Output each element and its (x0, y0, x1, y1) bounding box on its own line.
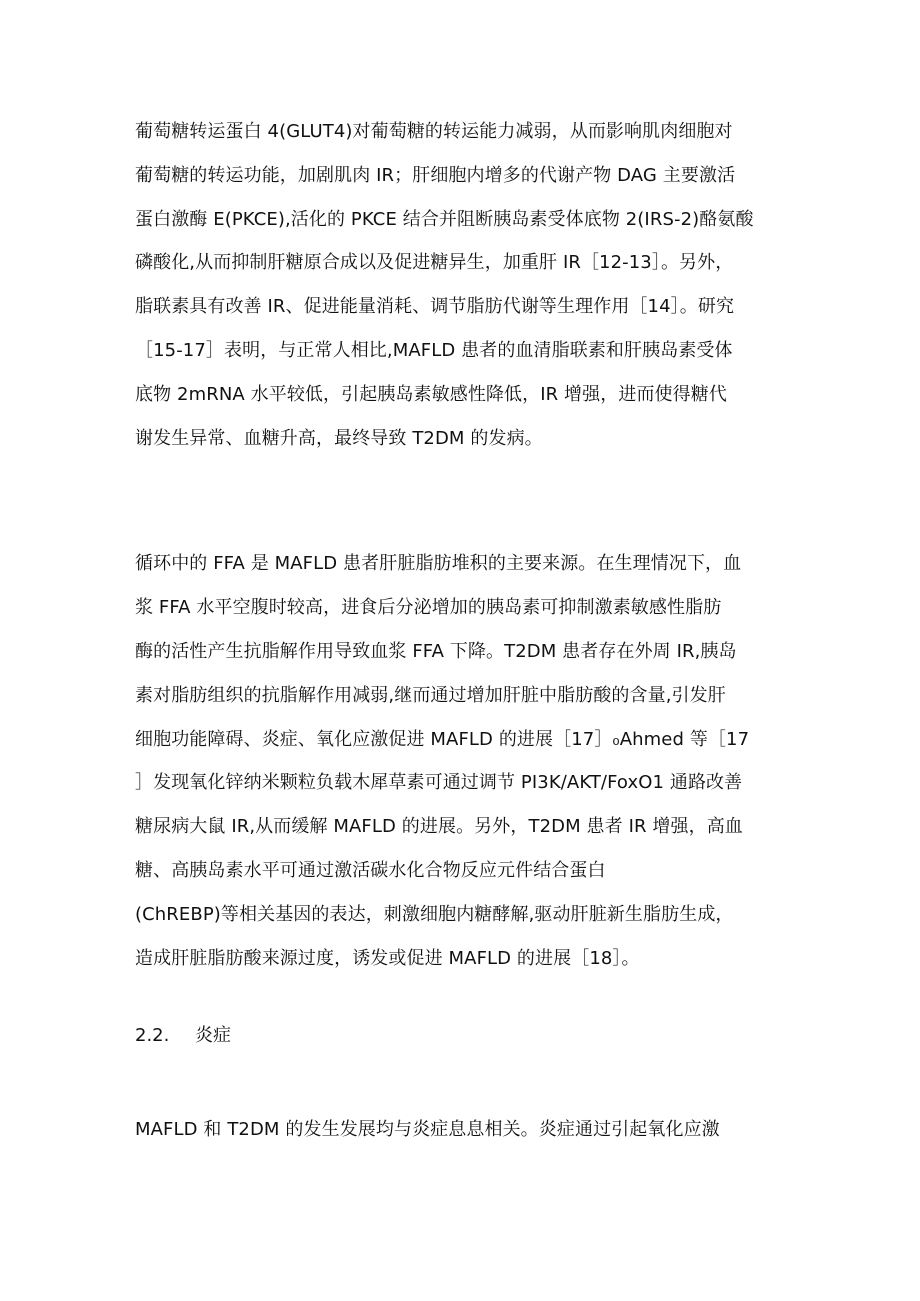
section-number: 2.2. (135, 1025, 170, 1046)
text-line: 糖、高胰岛素水平可通过激活碳水化合物反应元件结合蛋白 (135, 860, 606, 882)
paragraph-inflammation (135, 1108, 795, 1152)
section-heading (135, 1016, 231, 1056)
section-title: 炎症 (195, 1025, 231, 1046)
text-line: ］发现氧化锌纳米颗粒负载木犀草素可通过调节 PI3K∕AKT∕FoxO1 通路改善 (135, 772, 743, 794)
text-line: 糖尿病大鼠 IR,从而缓解 MAFLD 的进展。另外，T2DM 患者 IR 增强，高血 (135, 816, 743, 838)
text-line: 底物 2mRNA 水平较低，引起胰岛素敏感性降低，IR 增强，进而使得糖代 (135, 383, 727, 405)
paragraph-ffa (135, 542, 795, 981)
text-line: 循环中的 FFA 是 MAFLD 患者肝脏脂肪堆积的主要来源。在生理情况下，血 (135, 553, 742, 574)
text-line: 造成肝脏脂肪酸来源过度，诱发或促进 MAFLD 的进展［18］。 (135, 948, 640, 970)
text-line: 蛋白激酶 E(PKCE),活化的 PKCE 结合并阻断胰岛素受体底物 2(IRS-2)酪氨酸 (135, 208, 754, 230)
paragraph-insulin-resistance (135, 110, 795, 460)
text-line: MAFLD 和 T2DM 的发生发展均与炎症息息相关。炎症通过引起氧化应激 (135, 1119, 720, 1140)
text-line: 细胞功能障碍、炎症、氧化应激促进 MAFLD 的进展［17］₀Ahmed 等［17 (135, 728, 750, 750)
text-line: 脂联素具有改善 IR、促进能量消耗、调节脂肪代谢等生理作用［14］。研究 (135, 296, 735, 318)
text-line: 葡萄糖的转运功能，加剧肌肉 IR；肝细胞内增多的代谢产物 DAG 主要激活 (135, 164, 736, 186)
text-line: 葡萄糖转运蛋白 4(GLUT4)对葡萄糖的转运能力减弱，从而影响肌肉细胞对 (135, 121, 733, 142)
text-line: 磷酸化,从而抑制肝糖原合成以及促进糖异生，加重肝 IR［12-13］。另外， (135, 252, 734, 274)
text-line: 酶的活性产生抗脂解作用导致血浆 FFA 下降。T2DM 患者存在外周 IR,胰岛 (135, 640, 737, 662)
text-line: 浆 FFA 水平空腹时较高，进食后分泌增加的胰岛素可抑制激素敏感性脂肪 (135, 596, 722, 618)
text-line: (ChREBP)等相关基因的表达，刺激细胞内糖酵解,驱动肝脏新生脂肪生成， (135, 904, 734, 926)
text-line: 素对脂肪组织的抗脂解作用减弱,继而通过增加肝脏中脂肪酸的含量,引发肝 (135, 684, 726, 706)
text-line: 谢发生异常、血糖升高，最终导致 T2DM 的发病。 (135, 427, 543, 449)
text-line: ［15-17］表明，与正常人相比,MAFLD 患者的血清脂联素和肝胰岛素受体 (135, 339, 733, 361)
